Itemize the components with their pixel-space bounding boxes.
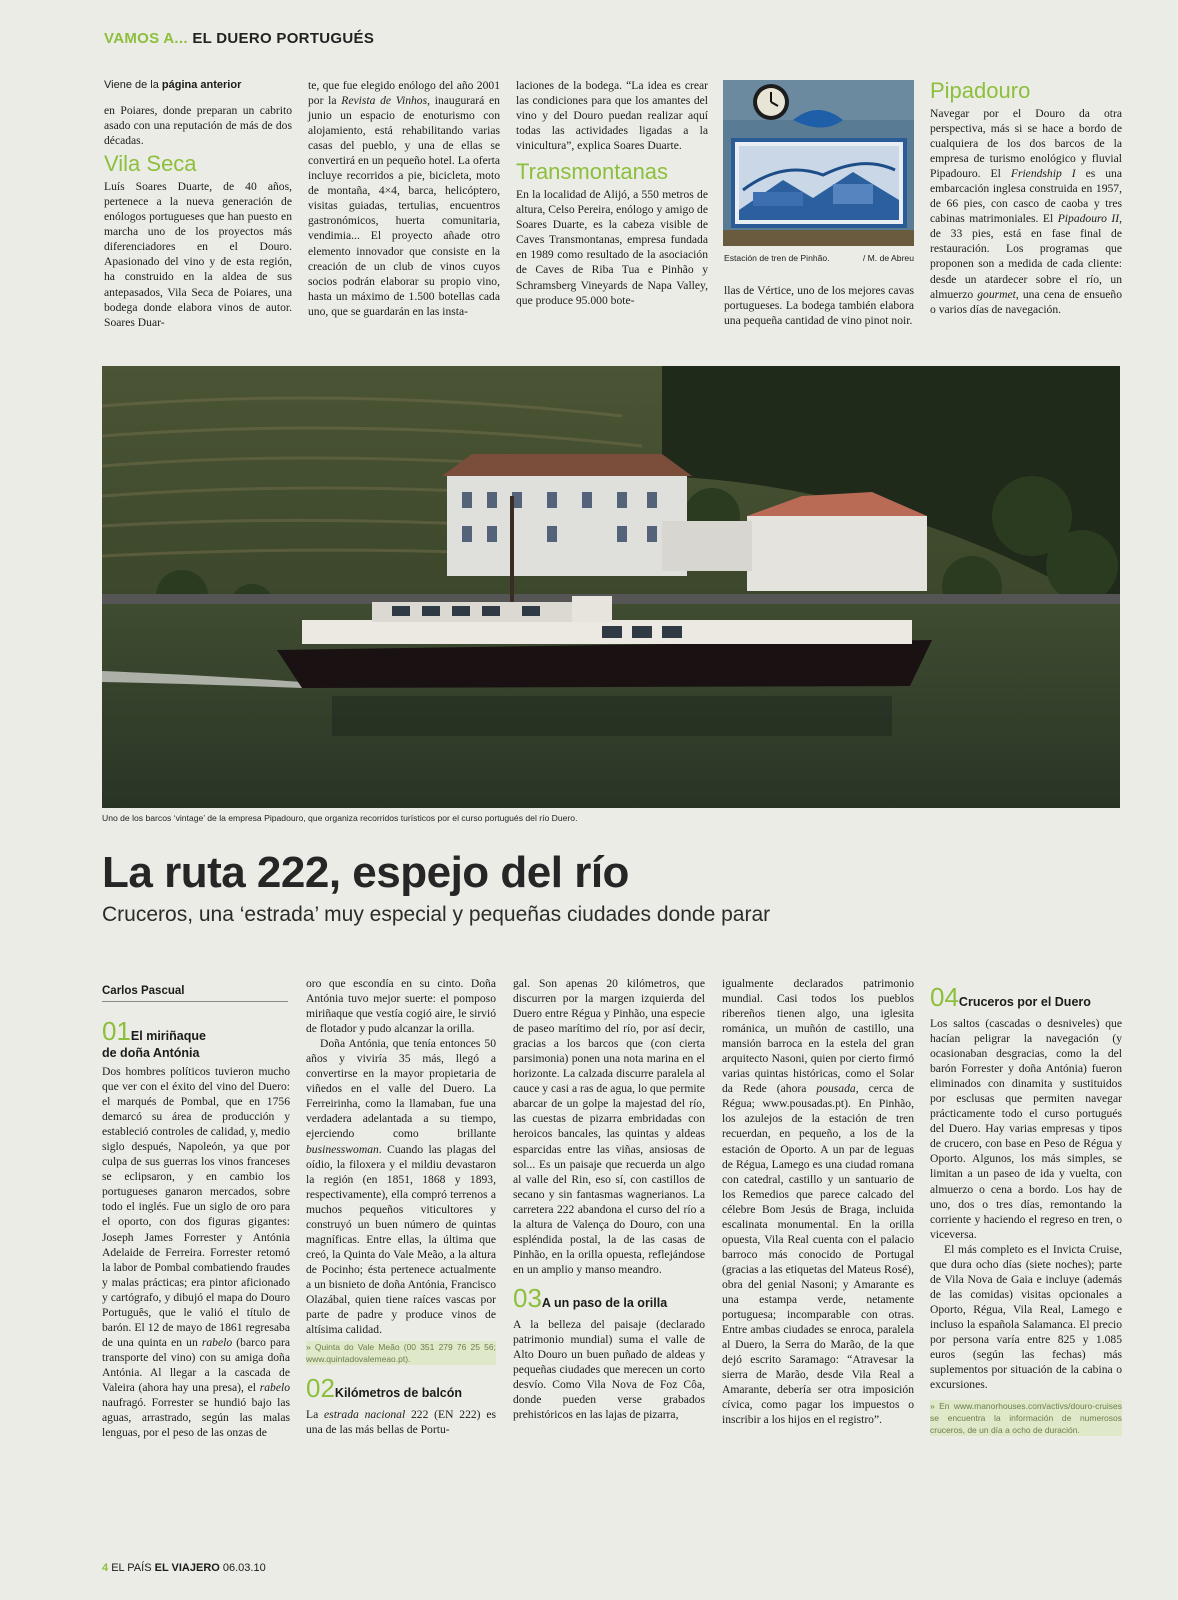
section-title-line1: El miriñaque [130,1029,206,1043]
caption-text: Estación de tren de Pinhão. [724,253,830,263]
italic-run: rabelo [259,1380,290,1394]
bottom-column-5 [930,984,1122,1436]
section-number: 02 [306,1373,335,1404]
section-number: 01 [102,1016,131,1046]
italic-run: Friendship I [1010,167,1076,181]
paragraph [306,1407,496,1437]
paragraph [306,1036,496,1337]
byline: Carlos Pascual [102,985,185,997]
text-run: . Cuando las plagas del oídio, la filoxera y el mildiu devastaron la región (en 1851, 1868 y 1893, respectivamente), ella compró terrenos a muchos pequeños viticultores y construyó un buen número de quintas magníficas. Entre ellas, la última que creó, la Quinta do Vale Meão, a la altura de Pocinho; ésta pertenece actualmente a un bisnieto de doña Antónia, Francisco Olazábal, quien tiene raíces vascas por parte de padre y produce vinos de altísima calidad. [306,1142,496,1337]
section-kicker [104,30,374,47]
italic-run: gourmet [977,287,1016,301]
photo-credit: / M. de Abreu [862,253,914,263]
text-run: 222 (EN 222) es una de las más bellas de Portu- [306,1408,496,1437]
paragraph: El más completo es el Invicta Cruise, que dura ocho días (siete noches); parte de Vila Nova de Gaia e incluye (además de las comidas) visitas opcionales a Oporto, Régua, Vila Real, Lamego e incluso la española Salamanca. El precio por persona varía entre 825 y 1.085 euros (según las fechas) más suplementos por situación de la cabina o excursiones. [930,1242,1122,1392]
section-title-line2: de doña Antónia [102,1046,200,1060]
paragraph: laciones de la bodega. “La idea es crear las condiciones para que los amantes del vino y del Douro puedan realizar aquí todas las actividades ligadas a la vinicultura”, explica Soares Duarte. [516,79,708,153]
continuation-note [104,78,292,93]
azulejo-illustration [723,80,914,246]
byline-rule [102,1001,288,1002]
info-box: » En www.manorhouses.com/activs/douro-cruises se encuentra la información de numerosos cruceros, de un día a ocho de duración. [930,1401,1122,1436]
paragraph: Luís Soares Duarte, de 40 años, pertenece a la nueva generación de enólogos portugueses que han puesto en marcha uno de los proyectos más diferenciadores en el Douro. Apasionado del vino y de esta región, ha construido en la aldea de sus antepasados, Vila Seca de Poiares, una bodega donde elabora vinos de autor. Soares Duar- [104,180,292,329]
bottom-column-4 [722,976,914,1427]
top-column-1 [104,78,292,330]
text-run: Dos hombres políticos tuvieron mucho que ver con el éxito del vino del Duero: el marqués de Pombal, que en 1756 demarcó su área de producción y estableció controles de calidad, y, medio siglo después, Napoleón, ya que por culpa de sus guerras los vinos franceses se eclipsaron, y en cambio los portugueses ganaron mercados, sobre todo el inglés. Fue un siglo de oro para el oporto, con dos figuras gigantes: Joseph James Forrester y Antónia Adelaide de Ferreira. Forrester retomó la labor de Pombal combatiendo fraudes y malas prácticas; era pintor aficionado y cartógrafo, y dibujó el mapa do Douro Português, que le valió el título de barón. El 12 de mayo de 1861 regresaba de una quinta en un [102,1065,290,1349]
main-boat-photo [102,366,1120,808]
italic-run: Revista de Vinhos [341,94,428,108]
paragraph: En la localidad de Alijó, a 550 metros de altura, Celso Pereira, enólogo y amigo de Soares Duarte, es la cabeza visible de Caves Transmontanas, empresa fundada en 1989 como resultado de la asociación de Caves de Riba Tua e Pinhão y Schramsberg Vineyards de Napa Valley, que produce 95.000 bote- [516,188,708,307]
section-name: EL VIAJERO [154,1562,220,1574]
text-run: , una cena de ensueño o varios días de navegación. [930,287,1123,316]
text-run: (barco para transporte del vino) con su amiga doña Antónia. Al llegar a la cascada de Valeira (ahora hay una presa), el [102,1335,290,1394]
section-title-pipadouro: Pipadouro [930,78,1031,103]
section-number: 03 [513,1282,542,1313]
info-box: » Quinta do Vale Meão (00 351 279 76 25 56; www.quintadovalemeao.pt). [306,1342,496,1365]
section-02-heading [306,1375,496,1407]
section-title: Kilómetros de balcón [334,1386,463,1401]
section-04-heading [930,984,1122,1016]
issue-date: 06.03.10 [222,1562,266,1574]
paragraph [102,1064,290,1440]
text-run: es una embarcación inglesa construida en 1957, de 66 pies, con casco de caoba y tres cabinas matrimoniales. El [930,167,1122,226]
top-column-5 [930,78,1122,317]
paragraph [930,106,1122,317]
text-run: , de 33 pies, está en fase final de restauración. Los programas que proponen son a medida de cada cliente: desde un atardecer sobre el río, un almuerzo [930,212,1122,301]
main-photo-caption: Uno de los barcos ‘vintage’ de la empresa Pipadouro, que organiza recorridos turísticos por el curso portugués del río Duero. [102,813,578,823]
kicker-black: EL DUERO PORTUGUÉS [192,30,375,47]
italic-run: rabelo [201,1335,233,1349]
top-column-4 [724,283,914,328]
paragraph: gal. Son apenas 20 kilómetros, que discurren por la margen izquierda del Duero entre Régua y Pinhão, una especie de paseo marítimo del río, por así decir, gracias a los barcos que (con cierta parsimonia) ponen una nota marina en el horizonte. La calzada discurre paralela al cauce y casi a ras de agua, lo que permite abarcar de un golpe la majestad del río, las cuestas de pizarra embridadas con heroicos bancales, las quintas y aldeas esparcidas entre las viñas, ansiosas de sol... Es un paisaje que recuerda un algo al valle del Rin, eso sí, con castillos de secano y sin fantasmas wagnerianos. La carretera 222 abandona el curso del río a la altura de Valença do Douro, con una espléndida postal, la de las casas de Pinhão, en la orilla opuesta, reflejándose en un amplio y manso meandro. [513,977,705,1276]
headline: La ruta 222, espejo del río [102,848,629,897]
section-number: 04 [930,982,959,1012]
section-title-transmontanas: Transmontanas [516,159,669,185]
text-run: igualmente declarados patrimonio mundial. Casi todos los pueblos ribereños tienen algo, una iglesita románica, un muñón de castillo, una mansión barroca en la estela del gran arquitecto Nasoni, quien por cierto firmó varias quintas históricas, como el Solar da Rede (ahora [722,977,914,1096]
page-number: 4 [102,1562,109,1574]
bottom-column-3 [513,976,705,1422]
text-run: La [306,1408,325,1422]
continuation-bold: página anterior [161,79,242,91]
section-title-vila-seca: Vila Seca [104,151,197,177]
paragraph: llas de Vértice, uno de los mejores cavas portugueses. La bodega también elabora una pequeña cantidad de vino pinot noir. [724,284,914,328]
text-run: naufragó. Forrester se hundió bajo las aguas, arrastrado, según las malas lenguas, por el peso de las onzas de [102,1396,290,1440]
boat-river-illustration [102,366,1120,808]
top-column-3 [516,78,708,308]
italic-run: Pipadouro II [1057,212,1120,226]
text-run: , inaugurará en junio un espacio de enoturismo con alojamiento, está rehabilitando varias casas del pueblo, y una de ellas se convertirá en un pequeño hotel. La oferta incluye recorridos a pie, bicicleta, moto de montaña, 4×4, barca, helicóptero, visitas guiadas, tertulias, encuentros gastronómicos, huerta comunitaria, vendimia... El proyecto añade otro elemento innovador que consiste en la creación de un club de vinos cuyos socios podrán elaborar su propio vino, hasta un máximo de 1.500 botellas cada uno, que se guardarán en las insta- [308,94,500,318]
section-title: Cruceros por el Duero [958,995,1091,1009]
text-run: Navegar por el Douro da otra perspectiva, más si se hace a bordo de cualquiera de los dos barcos de la empresa de turismo enológico y fluvial Pipadouro. El [930,107,1122,181]
italic-run: estrada nacional [324,1408,406,1422]
paragraph [308,78,500,319]
section-01-heading [102,1018,290,1062]
kicker-green: VAMOS A... [104,30,188,47]
italic-run: businesswoman [306,1142,379,1156]
bottom-column-2 [306,976,496,1437]
page-footer [102,1562,266,1574]
section-title: A un paso de la orilla [541,1295,668,1310]
brand: EL PAÍS [111,1562,152,1574]
paragraph: en Poiares, donde preparan un cabrito asado con una reputación de más de dos décadas. [104,104,292,148]
italic-run: pousada [816,1082,856,1096]
top-column-2 [308,78,500,319]
dek: Cruceros, una ‘estrada’ muy especial y pequeñas ciudades donde parar [102,903,771,926]
paragraph [722,976,914,1427]
paragraph: A la belleza del paisaje (declarado patrimonio mundial) suma el valle de Alto Douro un buen puñado de aldeas y pequeñas ciudades que merecen un corto desvío. Como Vila Nova de Foz Côa, donde pueden verse grabados prehistóricos en las lajas de pizarra, [513,1317,705,1422]
text-run: Doña Antónia, que tenía entonces 50 años y viviría 35 más, llegó a convertirse en la mayor propietaria de viñedos en el valle del Duero. La Ferreirinha, como la llamaban, fue una verdadera adelantada a su tiempo, ejerciendo como brillante [306,1037,496,1141]
pinhao-station-photo [723,80,914,246]
paragraph: oro que escondía en su cinto. Doña Antónia tuvo mejor suerte: el pomposo miriñaque que vestía cogió aire, le sirvió de flotador y pudo alcanzar la orilla. [306,977,496,1036]
paragraph: Los saltos (cascadas o desniveles) que hacían peligrar la navegación (y ocasionaban desgracias, como la del barón Forrester y doña Antónia) fueron eliminados con dinamita y sustituidos por esclusas que permiten navegar prácticamente todo el curso portugués del Duero. Hay varias empresas y tipos de crucero, con base en Peso de Régua y Oporto. Algunos, los más simples, se limitan a un paseo de ida y vuelta, con almuerzo o cena a bordo. Los hay de uno, dos o tres días, remontando la corriente y haciendo el regreso en tren, o viceversa. [930,1017,1122,1241]
text-run: te, que fue elegido enólogo del año 2001 por la [308,79,500,108]
bottom-column-1 [102,1018,290,1440]
text-run: , cerca de Régua; www.pousadas.pt). En Pinhão, los azulejos de la estación de tren recuerdan, en pequeño, a los de la estación de Oporto. A un par de leguas de Régua, Lamego es una ciudad romana con catedral, castillo y un santuario de los Remedios que parece calcado del célebre Bom Jesús de Braga, incluida escalinata monumental. En la orilla opuesta, Vila Real cuenta con el palacio barroco más conocido de Portugal (gracias a las etiquetas del Mateus Rosé), obra del genial Nasoni; y Amarante es una estampa verde, netamente portuguesa; incomparable con otras. Entre ambas ciudades se enroca, paralela al Duero, la Serra do Marão, de la que dejó escrito Saramago: “Atravesar la sierra de Marão, desde Vila Real a Amarante, debería ser otra imposición cívica, como pagar los impuestos o inscribir a los hijos en el registro”. [722,1082,914,1427]
continuation-prefix: Viene de la [104,79,162,91]
section-03-heading [513,1282,705,1317]
station-caption [724,253,914,263]
